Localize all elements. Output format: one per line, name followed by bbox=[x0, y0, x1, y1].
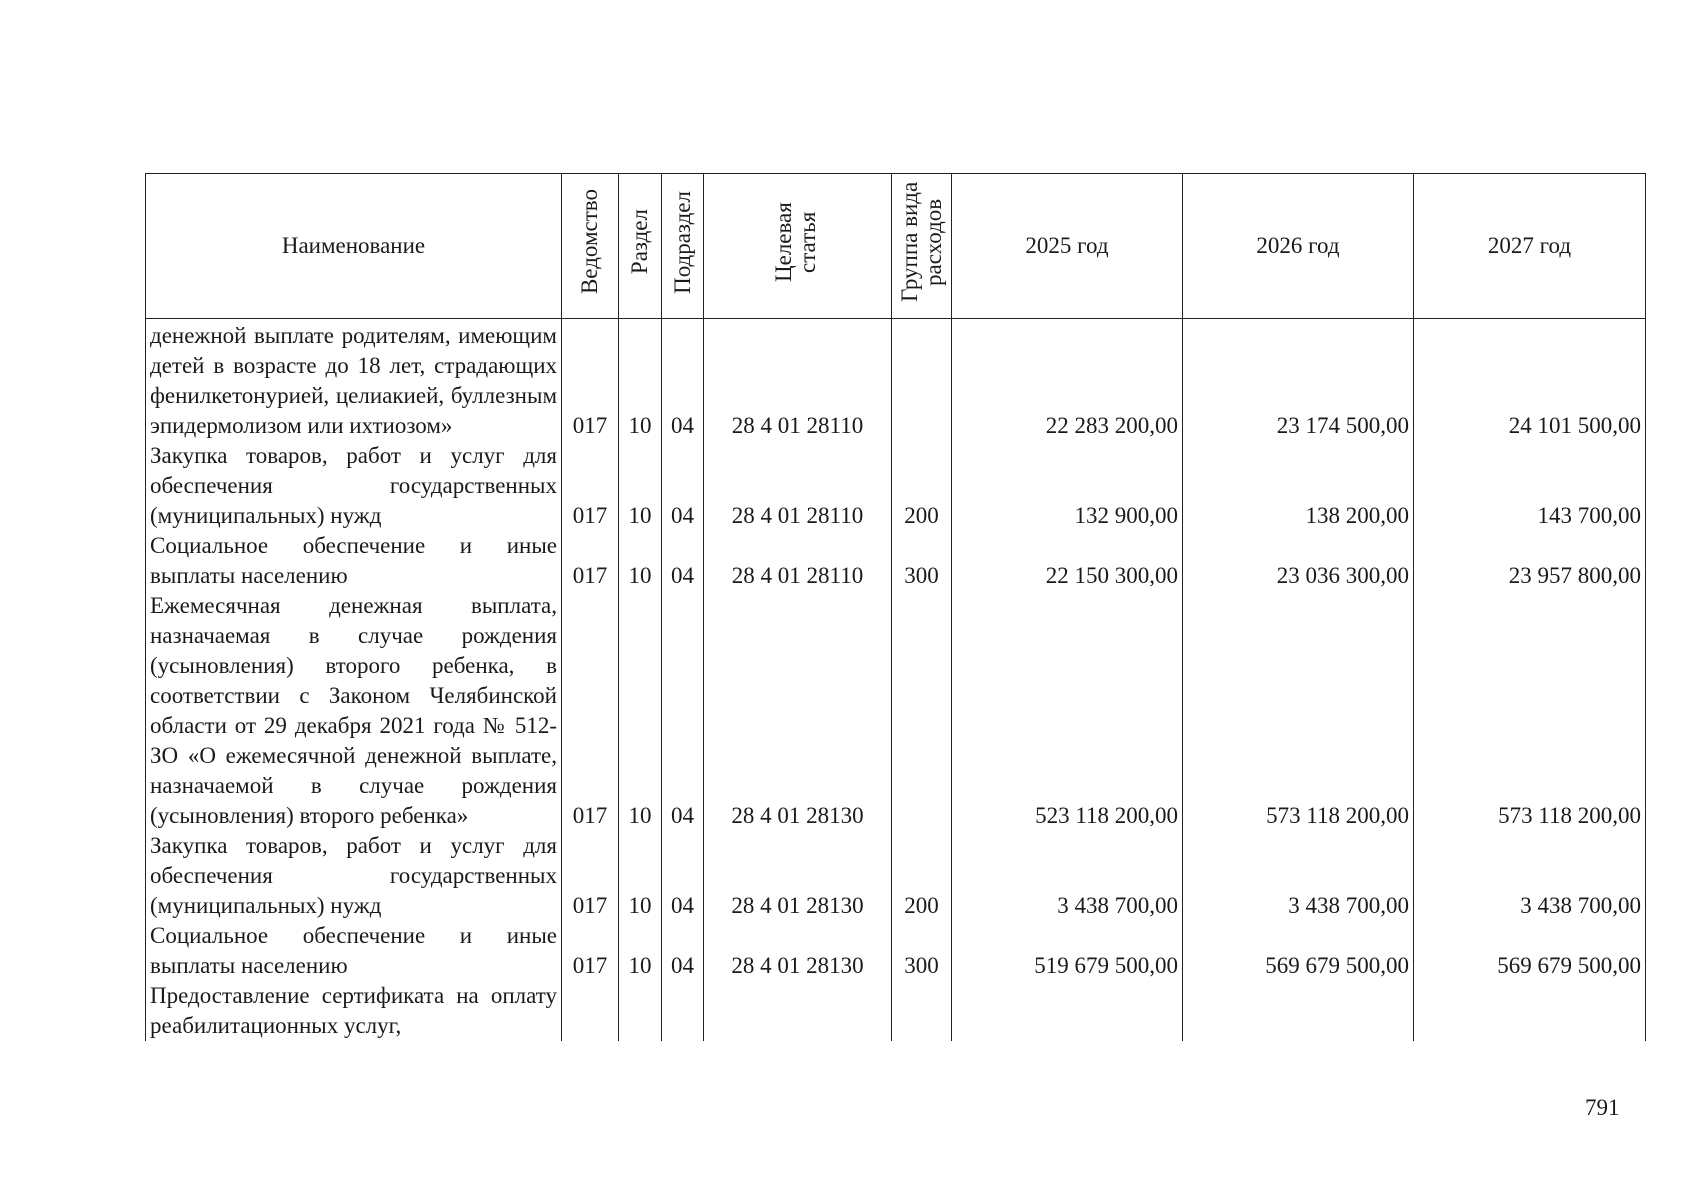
table-row bbox=[146, 831, 1646, 921]
row-gruppa bbox=[892, 981, 952, 1041]
header-year-2027: 2027 год bbox=[1414, 174, 1646, 319]
row-vedomstvo: 017 bbox=[562, 319, 619, 442]
row-name: Закупка товаров, работ и услуг для обеспечения государственных (муниципальных) нужд bbox=[146, 831, 562, 921]
row-tselevaya: 28 4 01 28130 bbox=[704, 831, 892, 921]
row-name: Закупка товаров, работ и услуг для обеспечения государственных (муниципальных) нужд bbox=[146, 441, 562, 531]
row-vedomstvo: 017 bbox=[562, 531, 619, 591]
table-row bbox=[146, 981, 1646, 1041]
table-row bbox=[146, 591, 1646, 831]
table-row bbox=[146, 921, 1646, 981]
row-2026: 573 118 200,00 bbox=[1183, 591, 1414, 831]
row-2027: 573 118 200,00 bbox=[1414, 591, 1646, 831]
header-vedomstvo: Ведомство bbox=[562, 174, 619, 319]
page-number: 791 bbox=[1585, 1095, 1620, 1120]
row-podrazdel: 04 bbox=[662, 531, 704, 591]
row-2026 bbox=[1183, 981, 1414, 1041]
row-name: Предоставление сертификата на оплату реабилитационных услуг, bbox=[146, 981, 562, 1041]
header-tselevaya-statya: Целевая статья bbox=[704, 174, 892, 319]
row-name: Социальное обеспечение и иные выплаты населению bbox=[146, 531, 562, 591]
header-name: Наименование bbox=[146, 174, 562, 319]
row-2025: 22 283 200,00 bbox=[952, 319, 1183, 442]
row-2025 bbox=[952, 981, 1183, 1041]
row-2026: 569 679 500,00 bbox=[1183, 921, 1414, 981]
row-vedomstvo: 017 bbox=[562, 921, 619, 981]
row-2026: 138 200,00 bbox=[1183, 441, 1414, 531]
row-tselevaya bbox=[704, 981, 892, 1041]
table-row bbox=[146, 531, 1646, 591]
row-name: денежной выплате родителям, имеющим детей в возрасте до 18 лет, страдающих фенилкетонурией, целиакией, буллезным эпидермолизом или ихтиозом» bbox=[146, 319, 562, 442]
header-gruppa-vida-rashodov: Группа вида расходов bbox=[892, 174, 952, 319]
row-razdel: 10 bbox=[619, 591, 662, 831]
row-podrazdel: 04 bbox=[662, 831, 704, 921]
row-gruppa: 300 bbox=[892, 921, 952, 981]
row-gruppa bbox=[892, 591, 952, 831]
row-tselevaya: 28 4 01 28130 bbox=[704, 921, 892, 981]
row-podrazdel: 04 bbox=[662, 591, 704, 831]
header-razdel: Раздел bbox=[619, 174, 662, 319]
row-gruppa: 300 bbox=[892, 531, 952, 591]
row-name: Ежемесячная денежная выплата, назначаемая в случае рождения (усыновления) второго ребенка, в соответствии с Законом Челябинской области от 29 декабря 2021 года № 512-ЗО «О ежемесячной денежной выплате, назначаемой в случае рождения (усыновления) второго ребенка» bbox=[146, 591, 562, 831]
row-2027: 23 957 800,00 bbox=[1414, 531, 1646, 591]
row-gruppa: 200 bbox=[892, 831, 952, 921]
row-2027: 3 438 700,00 bbox=[1414, 831, 1646, 921]
table-row bbox=[146, 441, 1646, 531]
row-2027: 143 700,00 bbox=[1414, 441, 1646, 531]
row-tselevaya: 28 4 01 28110 bbox=[704, 531, 892, 591]
row-2026: 23 036 300,00 bbox=[1183, 531, 1414, 591]
row-razdel: 10 bbox=[619, 441, 662, 531]
row-razdel: 10 bbox=[619, 531, 662, 591]
header-year-2025: 2025 год bbox=[952, 174, 1183, 319]
budget-table bbox=[145, 173, 1646, 1041]
row-podrazdel: 04 bbox=[662, 319, 704, 442]
row-2025: 523 118 200,00 bbox=[952, 591, 1183, 831]
row-2025: 22 150 300,00 bbox=[952, 531, 1183, 591]
row-podrazdel bbox=[662, 981, 704, 1041]
row-2025: 519 679 500,00 bbox=[952, 921, 1183, 981]
row-razdel bbox=[619, 981, 662, 1041]
table-header-row bbox=[146, 174, 1646, 319]
row-2027: 569 679 500,00 bbox=[1414, 921, 1646, 981]
row-razdel: 10 bbox=[619, 831, 662, 921]
row-name: Социальное обеспечение и иные выплаты населению bbox=[146, 921, 562, 981]
row-razdel: 10 bbox=[619, 921, 662, 981]
row-2025: 3 438 700,00 bbox=[952, 831, 1183, 921]
row-2026: 23 174 500,00 bbox=[1183, 319, 1414, 442]
row-vedomstvo: 017 bbox=[562, 591, 619, 831]
row-razdel: 10 bbox=[619, 319, 662, 442]
header-year-2026: 2026 год bbox=[1183, 174, 1414, 319]
row-2027 bbox=[1414, 981, 1646, 1041]
table-row bbox=[146, 319, 1646, 442]
row-tselevaya: 28 4 01 28110 bbox=[704, 319, 892, 442]
row-gruppa: 200 bbox=[892, 441, 952, 531]
row-tselevaya: 28 4 01 28130 bbox=[704, 591, 892, 831]
row-2025: 132 900,00 bbox=[952, 441, 1183, 531]
row-gruppa bbox=[892, 319, 952, 442]
row-vedomstvo: 017 bbox=[562, 441, 619, 531]
row-podrazdel: 04 bbox=[662, 921, 704, 981]
row-2027: 24 101 500,00 bbox=[1414, 319, 1646, 442]
row-2026: 3 438 700,00 bbox=[1183, 831, 1414, 921]
header-podrazdel: Подраздел bbox=[662, 174, 704, 319]
row-podrazdel: 04 bbox=[662, 441, 704, 531]
row-vedomstvo bbox=[562, 981, 619, 1041]
row-vedomstvo: 017 bbox=[562, 831, 619, 921]
row-tselevaya: 28 4 01 28110 bbox=[704, 441, 892, 531]
